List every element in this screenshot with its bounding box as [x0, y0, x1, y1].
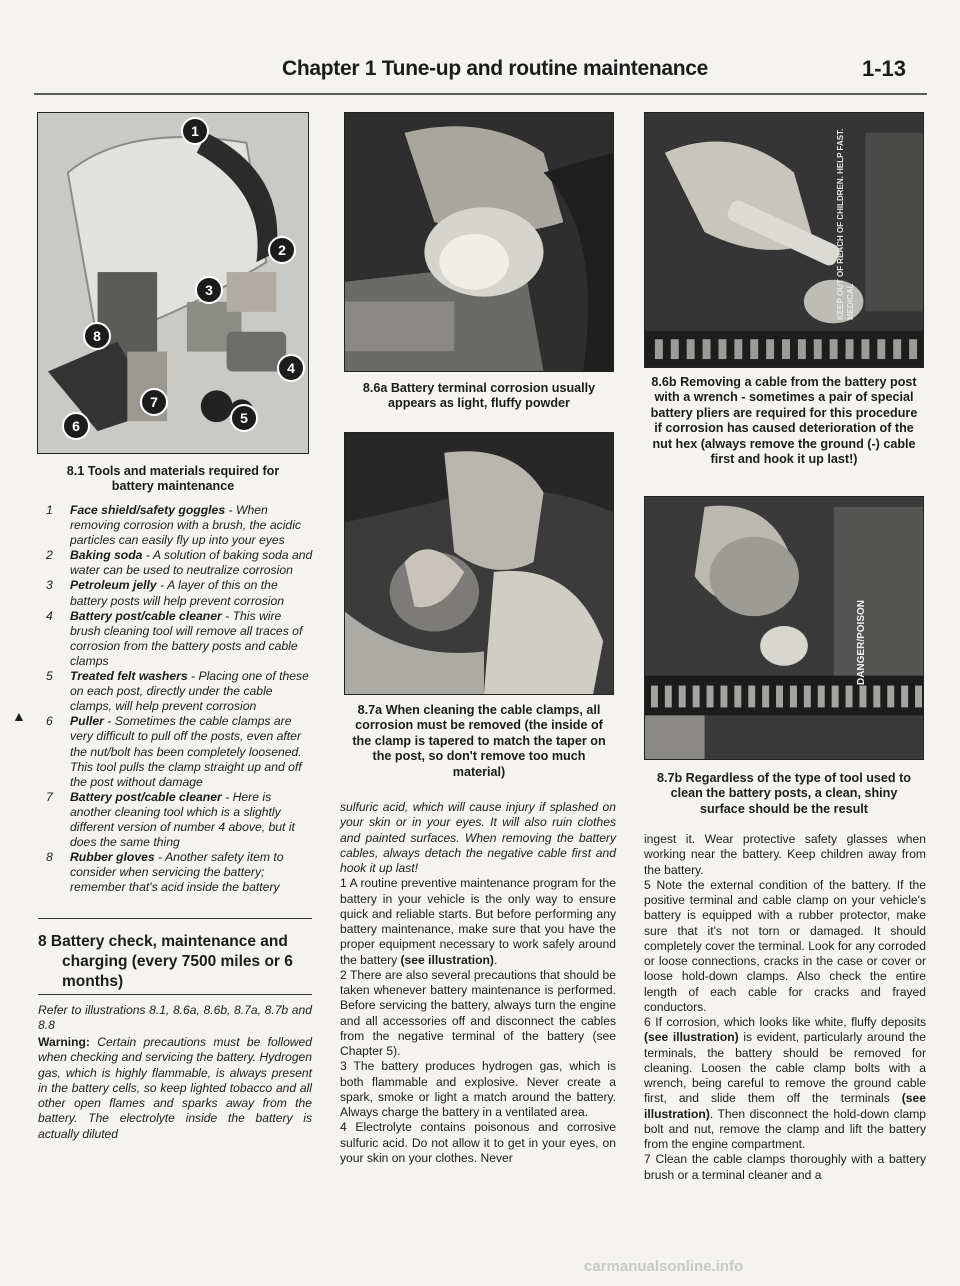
- figure-8-7a-photo: [344, 432, 614, 695]
- section-rule-top: [38, 918, 312, 919]
- legend-item: 3 Petroleum jelly - A layer of this on the battery posts will help prevent corrosion: [46, 578, 285, 608]
- watermark: carmanualsonline.info: [584, 1258, 744, 1275]
- clean-battery-post-image: [645, 497, 923, 759]
- body-column-2: sulfuric acid, which will cause injury if splashed on your skin or in your eyes. It will also ruin clothes and painted surfaces. When removing the battery cables, always detach the negative cable first and hook it up last! 1 A routine preventive maintenance program for the battery in your vehicle is the only way to ensure quick and reliable starts. But before performing any battery maintenance, make sure that you have the proper equipment necessary to work safely around the battery (see illustration). 2 There are also several precautions that should be taken whenever battery maintenance is performed. Before servicing the battery, always turn the engine and all accessories off and disconnect the cables from the negative terminal of the battery (see Chapter 5). 3 The battery produces hydrogen gas, which is both flammable and explosive. Never create a spark, smoke or light a match around the battery. Always charge the battery in a ventilated area. 4 Electrolyte contains poisonous and corrosive sulfuric acid. Do not allow it to get in your eyes, on your skin on your clothes. Never: [340, 800, 616, 1165]
- callout-3: 3: [195, 276, 223, 304]
- danger-poison-label: DANGER/POISON: [856, 600, 867, 686]
- legend-item: 6 Puller - Sometimes the cable clamps are very difficult to pull off the posts, even after the nut/bolt has been completely loosened. This tool pulls the clamp straight up and off the post without damage: [46, 714, 302, 789]
- tools-legend: [38, 503, 315, 895]
- chapter-title: Chapter 1 Tune-up and routine maintenance: [282, 57, 709, 80]
- figure-8-6a-photo: [344, 112, 614, 372]
- legend-item: 8 Rubber gloves - Another safety item to consider when servicing the battery; remember that's acid inside the battery: [46, 850, 284, 895]
- header-rule: [34, 93, 927, 95]
- legend-item: 2 Baking soda - A solution of baking soda and water can be used to neutralize corrosion: [46, 548, 313, 578]
- callout-1: 1: [181, 117, 209, 145]
- figure-8-1-caption: 8.1 Tools and materials required for battery maintenance: [66, 464, 280, 494]
- legend-item: 7 Battery post/cable cleaner - Here is another cleaning tool which is a slightly different version of number 4 above, but it does the same thing: [46, 789, 295, 850]
- figure-8-7b-caption: 8.7b Regardless of the type of tool used to clean the battery posts, a clean, shiny surface should be the result: [656, 771, 911, 816]
- body-column-3: ingest it. Wear protective safety glasses when working near the battery. Keep children away from the battery. 5 Note the external condition of the battery. If the positive terminal and cable clamp on your vehicle's battery is equipped with a rubber protector, make sure that it's not torn or damaged. It should completely cover the terminal. Look for any corroded or loose connections, cracks in the case or cover or loose hold-down clamps. Also check the entire length of each cable for cracks and frayed conductors. 6 If corrosion, which looks like white, fluffy deposits (see illustration) is evident, particularly around the terminals, the battery should be removed for cleaning. Loosen the cable clamp bolts with a wrench, being careful to remove the ground cable first, and slide them off the terminals (see illustration). Then disconnect the hold-down clamp bolt and nut, remove the clamp and lift the battery from the engine compartment. 7 Clean the cable clamps thoroughly with a battery brush or a terminal cleaner and a: [644, 832, 926, 1182]
- callout-2: 2: [268, 236, 296, 264]
- refer-illustrations: Refer to illustrations 8.1, 8.6a, 8.6b, 8.7a, 8.7b and 8.8: [38, 1003, 312, 1033]
- legend-item: 4 Battery post/cable cleaner - This wire brush cleaning tool will remove all traces of corrosion from the battery posts and cable clamps: [46, 608, 303, 668]
- callout-7: 7: [140, 388, 168, 416]
- callout-4: 4: [277, 354, 305, 382]
- figure-8-6a-caption: 8.6a Battery terminal corrosion usually appears as light, fluffy powder: [362, 381, 596, 411]
- warning-paragraph: Warning: Certain precautions must be followed when checking and servicing the battery. Hydrogen gas, which is highly flammable, is always present in the battery cells, so keep lighted tobacco and all other open flames and sparks away from the battery. The electrolyte inside the battery is actually diluted: [38, 1035, 312, 1141]
- legend-item: 5 Treated felt washers - Placing one of these on each post, directly under the cable clamps, will help prevent corrosion: [46, 669, 309, 714]
- figure-8-6b-caption: 8.6b Removing a cable from the battery post with a wrench - sometimes a pair of special battery pliers are required for this procedure if corrosion has caused deterioration of the nut hex (always remove the ground (-) cable first and hook it up last!): [650, 375, 918, 467]
- tools-illustration: [38, 113, 308, 453]
- corroded-terminal-image: [345, 113, 613, 371]
- section-rule-bottom: [38, 994, 312, 995]
- warning-label-text: KEEP OUT OF REACH OF CHILDREN. HELP FAST. MEDICAL: [836, 128, 855, 320]
- figure-8-1-photo: [37, 112, 309, 454]
- callout-5: 5: [230, 404, 258, 432]
- legend-item: 1 Face shield/safety goggles - When removing corrosion with a brush, the acidic particles can easily fly up into your eyes: [46, 503, 301, 548]
- figure-8-7a-caption: 8.7a When cleaning the cable clamps, all corrosion must be removed (the inside of the clamp is tapered to match the taper on the post, so don't remove too much material): [352, 703, 606, 779]
- margin-warning-icon: ▲: [12, 708, 26, 724]
- section-heading: 8 Battery check, maintenance and charging (every 7500 miles or 6 months): [38, 933, 293, 990]
- figure-8-7b-photo: [644, 496, 924, 760]
- callout-6: 6: [62, 412, 90, 440]
- callout-8: 8: [83, 322, 111, 350]
- cleaning-clamp-image: [345, 433, 613, 694]
- page-number: 1-13: [862, 56, 907, 81]
